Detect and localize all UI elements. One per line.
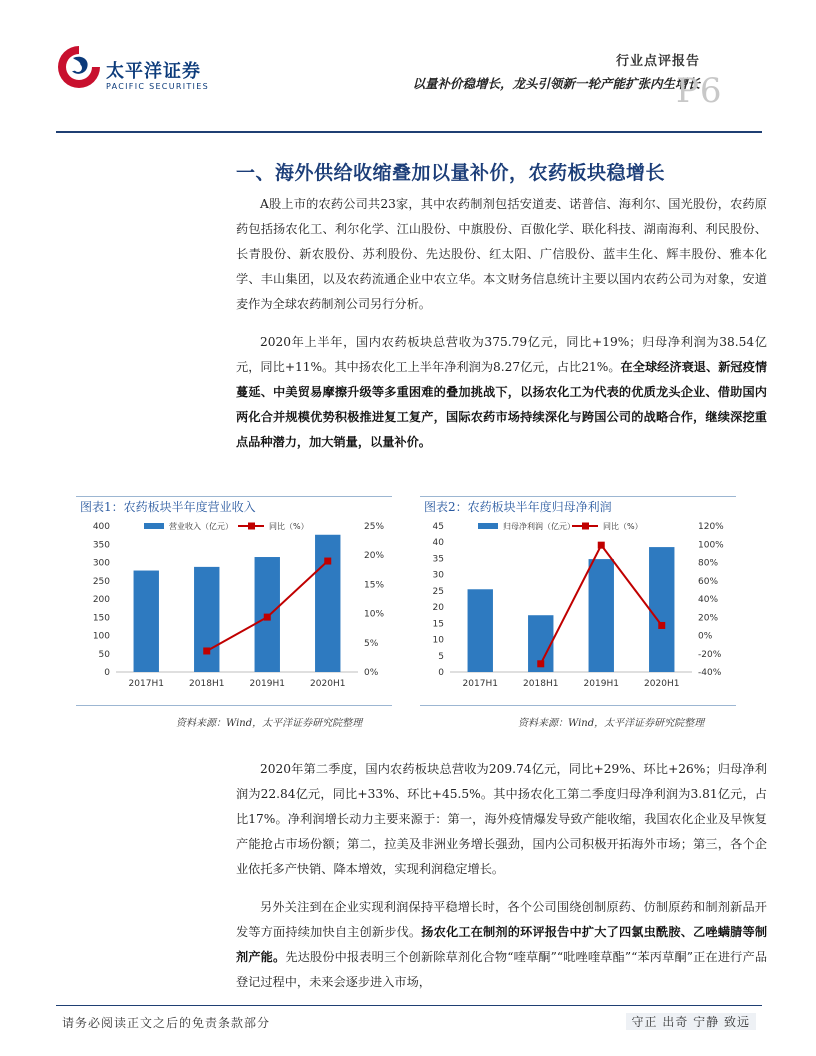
paragraph-4-text-2: 先达股份中报表明三个创新除草剂化合物“喹草酮”“吡唑喹草酯”“苯丙草酮”正在进行产品登记过程中，未来会逐步进入市场，	[236, 950, 767, 989]
chart-2-legend-bar-label: 归母净利润（亿元）	[503, 522, 575, 531]
footer-rule	[56, 1005, 762, 1006]
chart-2-right-tick-label: 0%	[698, 631, 713, 642]
chart-2-bottom-rule	[420, 705, 736, 706]
chart-2-left-tick-label: 20	[432, 603, 444, 614]
chart-1-source: 资料来源：Wind，太平洋证券研究院整理	[176, 718, 363, 729]
chart-2-left-tick-label: 15	[432, 619, 444, 630]
chart-2-right-tick-label: -20%	[698, 649, 722, 660]
chart-2-source: 资料来源：Wind，太平洋证券研究院整理	[518, 718, 705, 729]
paragraph-3: 2020年第二季度，国内农药板块总营收为209.74亿元，同比+29%、环比+26%；归母净利润为22.84亿元，同比+33%、环比+45.5%。其中扬农化工第二季度归母净利润为3.81亿元，占比17%。净利润增长动力主要来源于：第一，海外疫情爆发导致产能收缩，我国农化企业及早恢复产能抢占市场份额；第二，拉美及非洲业务增长强劲，国内公司积极开拓海外市场；第三，各个企业依托多产快销、降本增效，实现利润稳定增长。	[236, 762, 767, 876]
chart-2-category-label: 2020H1	[644, 679, 680, 689]
chart-1-right-tick-label: 15%	[364, 580, 385, 591]
chart-2-right-tick-label: 100%	[698, 540, 724, 551]
paragraph-4-text-1: 另外关注到在企业实现利润保持平稳增长时，各个公司围绕创制原药、仿制原药和制剂新品开发等方面持续加快自主创新步伐。	[236, 900, 767, 939]
chart-1-legend-line-marker	[248, 523, 255, 530]
chart-1-yoy-point-2019H1	[264, 614, 271, 621]
chart-1-legend-line-label: 同比（%）	[269, 522, 309, 531]
chart-1-left-tick-label: 250	[92, 576, 110, 587]
chart-1-right-tick-label: 5%	[364, 638, 379, 649]
chart-2-legend-line-marker	[582, 523, 589, 530]
chart-1-left-tick-label: 50	[98, 649, 110, 660]
chart-1-left-tick-label: 400	[92, 522, 110, 532]
section-title: 一、海外供给收缩叠加以量补价，农药板块稳增长	[236, 162, 666, 184]
paragraph-2-text: 2020年上半年，国内农药板块总营收为375.79亿元，同比+19%；归母净利润为38.54亿元，同比+11%。其中扬农化工上半年净利润为8.27亿元，占比21%。	[236, 335, 767, 374]
header-rule	[56, 131, 762, 133]
chart-1-category-label: 2017H1	[128, 679, 164, 689]
paragraph-2-emphasis: 在全球经济衰退、新冠疫情蔓延、中美贸易摩擦升级等多重困难的叠加挑战下，以扬农化工为代表的优质龙头企业、借助国内两化合并规模优势积极推进复工复产，国际农药市场持续深化与跨国公司的战略合作，继续深挖重点品种潜力，加大销量，以量补价。	[236, 360, 768, 449]
chart-1-category-label: 2019H1	[249, 679, 285, 689]
chart-2-right-tick-label: 60%	[698, 576, 719, 587]
chart-1-yoy-point-2018H1	[203, 647, 210, 654]
chart-1-left-tick-label: 350	[92, 540, 110, 551]
chart-2-bar-2017H1	[468, 589, 493, 672]
chart-1-left-tick-label: 200	[92, 595, 110, 605]
chart-2-category-label: 2019H1	[583, 679, 619, 689]
chart-2-yoy-point-2019H1	[598, 542, 605, 549]
chart-1-left-tick-label: 100	[92, 631, 110, 642]
chart-1	[76, 514, 396, 694]
chart-2-bar-2019H1	[589, 559, 614, 672]
chart-2	[416, 514, 740, 694]
chart-1-bar-2020H1	[315, 535, 340, 672]
footer-motto: 守正 出奇 宁静 致远	[626, 1013, 756, 1030]
chart-2-yoy-point-2020H1	[658, 622, 665, 629]
paragraph-4-emphasis: 扬农化工在制剂的环评报告中扩大了四氯虫酰胺、乙唑螨腈等制剂产能。	[236, 925, 767, 964]
footer-disclaimer: 请务必阅读正文之后的免责条款部分	[62, 1016, 271, 1030]
chart-2-bar-2020H1	[649, 547, 674, 672]
chart-2-left-tick-label: 10	[432, 635, 444, 646]
chart-2-right-tick-label: 20%	[698, 613, 719, 624]
chart-2-right-tick-label: 80%	[698, 558, 719, 569]
chart-2-right-tick-label: 40%	[698, 595, 719, 605]
chart-2-legend-bar-swatch	[478, 523, 498, 529]
paragraph-4	[236, 895, 767, 995]
chart-1-right-tick-label: 0%	[364, 668, 379, 678]
chart-2-left-tick-label: 45	[432, 522, 444, 532]
chart-1-bar-2018H1	[194, 567, 219, 672]
chart-2-category-label: 2017H1	[462, 679, 498, 689]
chart-1-left-tick-label: 150	[92, 613, 110, 624]
chart-1-legend-bar-label: 营业收入（亿元）	[169, 522, 233, 531]
chart-1-left-tick-label: 300	[92, 558, 110, 569]
chart-1-yoy-point-2020H1	[324, 558, 331, 565]
pacific-securities-logo-icon	[56, 44, 102, 90]
chart-2-left-tick-label: 5	[438, 651, 444, 662]
chart-2-legend-line-label: 同比（%）	[603, 522, 643, 531]
chart-1-category-label: 2020H1	[310, 679, 346, 689]
chart-1-bar-2017H1	[134, 571, 159, 672]
chart-1-left-tick-label: 0	[104, 668, 110, 678]
chart-1-legend-bar-swatch	[144, 523, 164, 529]
chart-2-yoy-point-2018H1	[537, 660, 544, 667]
chart-2-left-tick-label: 30	[432, 570, 444, 581]
chart-1-right-tick-label: 25%	[364, 522, 385, 532]
chart-1-category-label: 2018H1	[189, 679, 225, 689]
brand-name-en: PACIFIC SECURITIES	[106, 82, 209, 91]
report-type: 行业点评报告	[615, 54, 700, 69]
chart-2-right-tick-label: 120%	[698, 522, 724, 532]
chart-2-title: 图表2：农药板块半年度归母净利润	[424, 500, 612, 514]
chart-2-left-tick-label: 0	[438, 668, 444, 678]
chart-2-category-label: 2018H1	[523, 679, 559, 689]
paragraph-2	[236, 330, 767, 455]
chart-1-title: 图表1：农药板块半年度营业收入	[80, 500, 256, 514]
chart-2-left-tick-label: 40	[432, 538, 444, 549]
paragraph-1: A股上市的农药公司共23家，其中农药制剂包括安道麦、诺普信、海利尔、国光股份，农药原药包括扬农化工、利尔化学、江山股份、中旗股份、百傲化学、联化科技、湖南海利、利民股份、长青股份、新农股份、苏利股份、先达股份、红太阳、广信股份、蓝丰生化、辉丰股份、雅本化学、丰山集团，以及农药流通企业中农立华。本文财务信息统计主要以国内农药公司为对象，安道麦作为全球农药制剂公司另行分析。	[236, 197, 767, 311]
page-label: P6	[676, 71, 723, 111]
report-subtitle: 以量补价稳增长，龙头引领新一轮产能扩张内生增长	[412, 76, 700, 91]
chart-1-right-tick-label: 10%	[364, 609, 385, 620]
brand-name-cn: 太平洋证券	[106, 61, 201, 82]
chart-2-left-tick-label: 35	[432, 554, 444, 565]
chart-2-left-tick-label: 25	[432, 586, 444, 597]
chart-1-bottom-rule	[76, 705, 392, 706]
chart-1-right-tick-label: 20%	[364, 551, 385, 562]
chart-2-right-tick-label: -40%	[698, 668, 722, 678]
